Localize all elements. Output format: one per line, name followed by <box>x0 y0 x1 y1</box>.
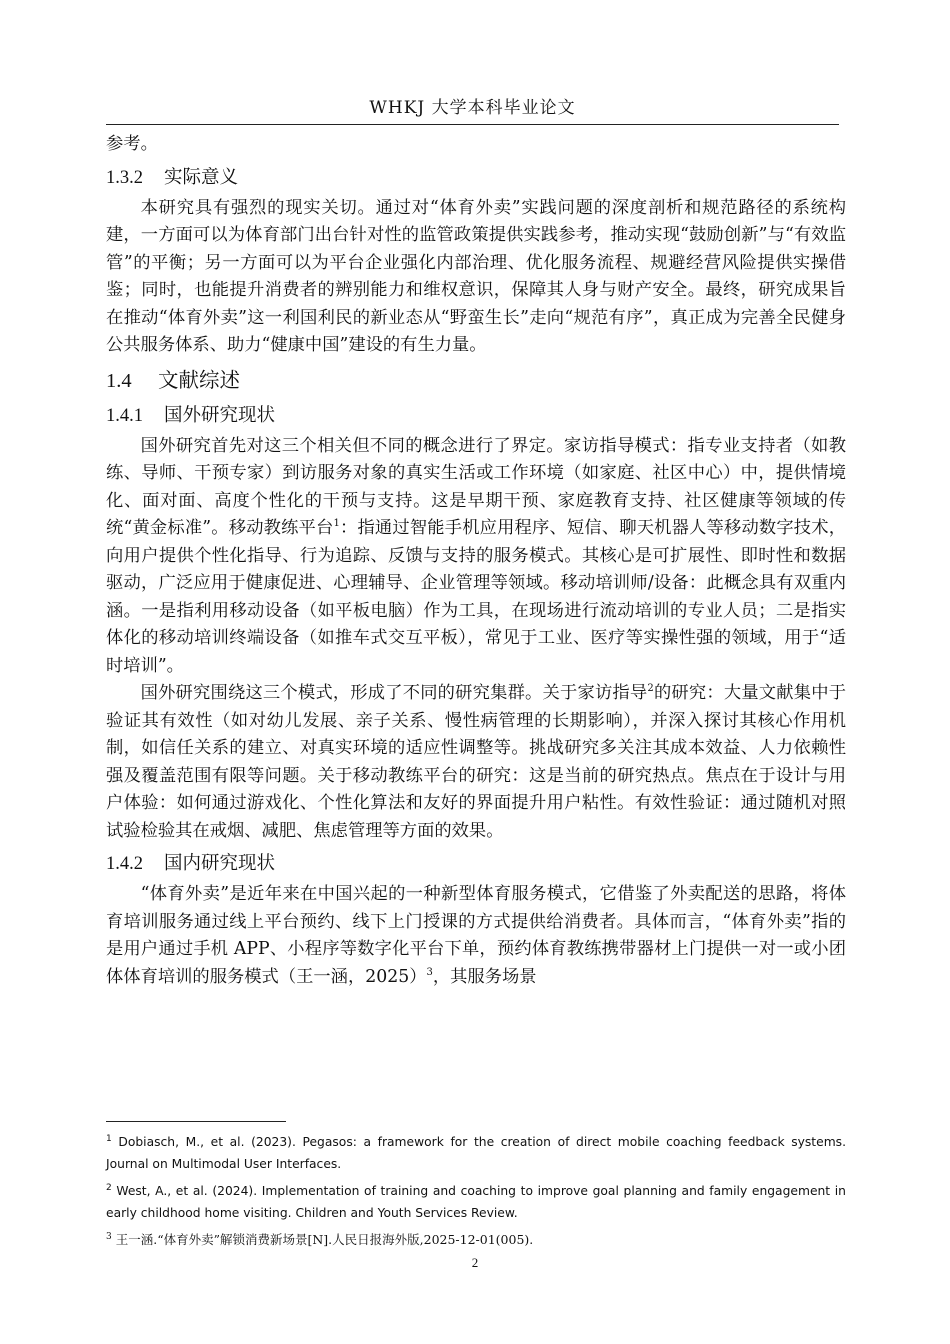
heading-number: 1.3.2 <box>106 167 143 188</box>
heading-1-4 <box>106 364 846 397</box>
footnote-separator <box>106 1121 286 1122</box>
paragraph-foreign-research-a: 国外研究首先对这三个相关但不同的概念进行了界定。家访指导模式：指专业支持者（如教练、导师、干预专家）到访服务对象的真实生活或工作环境（如家庭、社区中心）中，提供情境化、面对面、高度个性化的干预与支持。这是早期干预、家庭教育支持、社区健康等领域的传统“黄金标准”。移动教练平台$^1$：指通过智能手机应用程序、短信、聊天机器人等移动数字技术，向用户提供个性化指导、行为追踪、反馈与支持的服务模式。其核心是可扩展性、即时性和数据驱动，广泛应用于健康促进、心理辅导、企业管理等领域。移动培训师/设备：此概念具有双重内涵。一是指利用移动设备（如平板电脑）作为工具，在现场进行流动培训的专业人员；二是指实体化的移动培训终端设备（如推车式交互平板），常见于工业、医疗等实操性强的领域，用于“适时培训”。 <box>106 435 846 676</box>
paragraph-practical-significance: 本研究具有强烈的现实关切。通过对“体育外卖”实践问题的深度剖析和规范路径的系统构建，一方面可以为体育部门出台针对性的监管政策提供实践参考，推动实现“鼓励创新”与“有效监管”的平衡；另一方面可以为平台企业强化内部治理、优化服务流程、规避经营风险提供实操借鉴；同时，也能提升消费者的辨别能力和维权意识，保障其人身与财产安全。最终，研究成果旨在推动“体育外卖”这一利国利民的新业态从“野蛮生长”走向“规范有序”，真正成为完善全民健身公共服务体系、助力“健康中国”建设的有生力量。 <box>106 197 846 355</box>
footnote-mark: 3 <box>106 1231 112 1242</box>
heading-1-4-2 <box>106 849 846 879</box>
footnote-item: $^1$ Dobiasch, M., et al. (2023). Pegasos: a framework for the creation of direct mobile coaching feedback systems. Journal on Multimodal User Interfaces. <box>106 1133 846 1171</box>
heading-title: 文献综述 <box>158 367 240 392</box>
paragraph-foreign-research-b: 国外研究围绕这三个模式，形成了不同的研究集群。关于家访指导$^2$的研究：大量文献集中于验证其有效性（如对幼儿发展、亲子关系、慢性病管理的长期影响），并深入探讨其核心作用机制，如信任关系的建立、对真实环境的适应性调整等。挑战研究多关注其成本效益、人力依赖性强及覆盖范围有限等问题。关于移动教练平台的研究：这是当前的研究热点。焦点在于设计与用户体验：如何通过游戏化、个性化算法和友好的界面提升用户粘性。有效性验证：通过随机对照试验检验其在戒烟、减肥、焦虑管理等方面的效果。 <box>106 683 846 841</box>
page-number: 2 <box>471 1255 479 1270</box>
footnote-item: $^2$ West, A., et al. (2024). Implementation of training and coaching to improve goal planning and family engagement in early childhood home visiting. Children and Youth Services Review. <box>106 1182 846 1220</box>
body-text <box>106 131 846 991</box>
footnote-mark: 1 <box>106 1133 112 1144</box>
running-header: WHKJ 大学本科毕业论文 <box>369 98 576 118</box>
footnote-mark: 2 <box>106 1182 112 1193</box>
paragraph-domestic-research: “体育外卖”是近年来在中国兴起的一种新型体育服务模式，它借鉴了外卖配送的思路，将体育培训服务通过线上平台预约、线下上门授课的方式提供给消费者。具体而言，“体育外卖”指的是用户通过手机 APP、小程序等数字化平台下单，预约体育教练携带器材上门提供一对一或小团体体育培训的服务模式（王一涵，2025）$^3$，其服务场景 <box>106 884 846 987</box>
heading-title: 国内研究现状 <box>164 853 276 874</box>
heading-title: 国外研究现状 <box>164 404 276 426</box>
header-rule <box>106 124 839 125</box>
footnote-ref[interactable]: 3 <box>426 966 433 978</box>
heading-number: 1.4 <box>106 369 132 392</box>
heading-1-3-2 <box>106 163 846 193</box>
footnote-ref[interactable]: 2 <box>647 683 654 695</box>
heading-number: 1.4.1 <box>106 405 143 426</box>
footnote-ref[interactable]: 1 <box>333 518 340 530</box>
paragraph-lead: 参考。 <box>106 134 158 154</box>
footnotes <box>106 1131 846 1256</box>
footnote-item: $^3$ 王一涵.“体育外卖”解锁消费新场景[N].人民日报海外版,2025-12-01(005). <box>106 1231 534 1247</box>
heading-number: 1.4.2 <box>106 854 143 874</box>
heading-title: 实际意义 <box>164 166 239 188</box>
heading-1-4-1 <box>106 401 846 431</box>
